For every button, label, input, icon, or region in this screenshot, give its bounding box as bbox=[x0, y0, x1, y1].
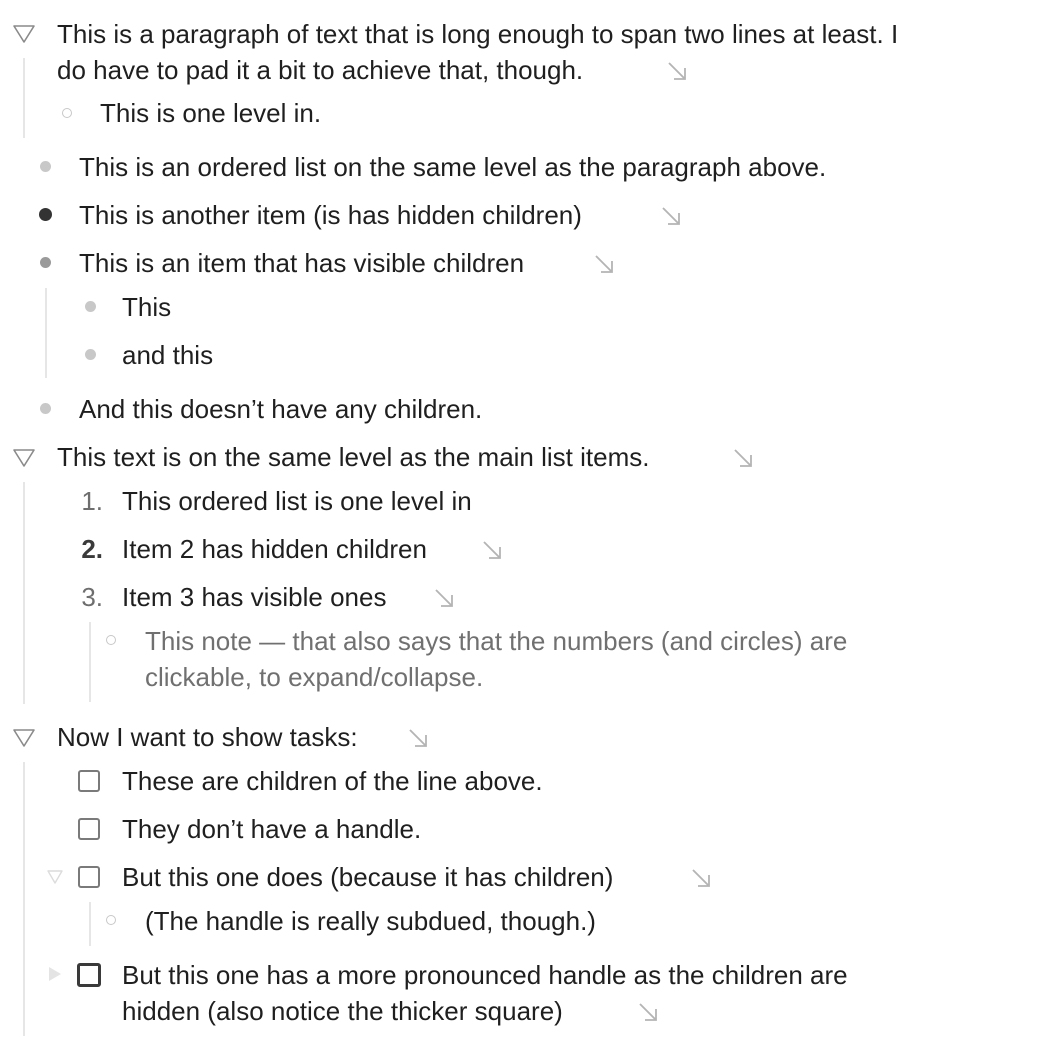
bullet-icon[interactable] bbox=[85, 349, 96, 360]
list-item: Item 3 has visible ones bbox=[122, 582, 387, 612]
hollow-bullet-icon[interactable] bbox=[106, 915, 116, 925]
task-checkbox[interactable] bbox=[78, 866, 100, 888]
list-item: This is another item (is has hidden children) bbox=[79, 200, 582, 230]
expand-arrow-icon[interactable] bbox=[660, 205, 682, 227]
indent-guide bbox=[89, 622, 91, 702]
list-item: This bbox=[122, 292, 172, 322]
paragraph-text-line2: do have to pad it a bit to achieve that, though. bbox=[57, 55, 584, 85]
task-text: These are children of the line above. bbox=[122, 766, 543, 796]
bullet-icon[interactable] bbox=[40, 403, 51, 414]
list-item: and this bbox=[122, 340, 214, 370]
task-text: But this one does (because it has children) bbox=[122, 862, 614, 892]
expand-arrow-icon[interactable] bbox=[481, 539, 503, 561]
bullet-icon[interactable] bbox=[40, 161, 51, 172]
subdued-collapse-handle-icon[interactable] bbox=[46, 869, 64, 885]
indent-guide bbox=[23, 482, 25, 704]
expand-arrow-icon[interactable] bbox=[407, 727, 429, 749]
list-number[interactable]: 3. bbox=[81, 582, 103, 612]
expand-handle-icon[interactable] bbox=[46, 965, 64, 983]
list-item: (The handle is really subdued, though.) bbox=[145, 906, 596, 936]
bullet-icon[interactable] bbox=[85, 301, 96, 312]
task-checkbox[interactable] bbox=[78, 818, 100, 840]
indent-guide bbox=[45, 288, 47, 378]
collapse-triangle-icon[interactable] bbox=[12, 448, 36, 468]
paragraph-text: Now I want to show tasks: bbox=[57, 722, 358, 752]
note-text: This note — that also says that the numbers (and circles) are bbox=[145, 626, 848, 656]
note-text-line2: clickable, to expand/collapse. bbox=[145, 662, 484, 692]
task-text: They don’t have a handle. bbox=[122, 814, 422, 844]
collapse-triangle-icon[interactable] bbox=[12, 728, 36, 748]
task-checkbox[interactable] bbox=[78, 770, 100, 792]
task-text-line2: hidden (also notice the thicker square) bbox=[122, 996, 563, 1026]
expand-arrow-icon[interactable] bbox=[666, 60, 688, 82]
list-item: And this doesn’t have any children. bbox=[79, 394, 483, 424]
task-checkbox-hidden-children[interactable] bbox=[77, 963, 101, 987]
collapse-triangle-icon[interactable] bbox=[12, 24, 36, 44]
indent-guide bbox=[89, 902, 91, 946]
expand-arrow-icon[interactable] bbox=[433, 587, 455, 609]
indent-guide bbox=[23, 762, 25, 1036]
expand-arrow-icon[interactable] bbox=[732, 447, 754, 469]
list-item: This is one level in. bbox=[100, 98, 322, 128]
expand-arrow-icon[interactable] bbox=[690, 867, 712, 889]
bullet-icon[interactable] bbox=[40, 257, 51, 268]
paragraph-text: This is a paragraph of text that is long enough to span two lines at least. I bbox=[57, 19, 899, 49]
expand-arrow-icon[interactable] bbox=[637, 1001, 659, 1023]
paragraph-text: This text is on the same level as the main list items. bbox=[57, 442, 650, 472]
list-item: This is an item that has visible children bbox=[79, 248, 525, 278]
hollow-bullet-icon[interactable] bbox=[62, 108, 72, 118]
hollow-bullet-icon[interactable] bbox=[106, 635, 116, 645]
list-item: Item 2 has hidden children bbox=[122, 534, 427, 564]
indent-guide bbox=[23, 58, 25, 138]
list-number[interactable]: 1. bbox=[81, 486, 103, 516]
list-item: This ordered list is one level in bbox=[122, 486, 472, 516]
expand-arrow-icon[interactable] bbox=[593, 253, 615, 275]
list-number[interactable]: 2. bbox=[81, 534, 103, 564]
list-item: This is an ordered list on the same level as the paragraph above. bbox=[79, 152, 827, 182]
bullet-hidden-children-icon[interactable] bbox=[39, 208, 52, 221]
task-text: But this one has a more pronounced handle as the children are bbox=[122, 960, 848, 990]
